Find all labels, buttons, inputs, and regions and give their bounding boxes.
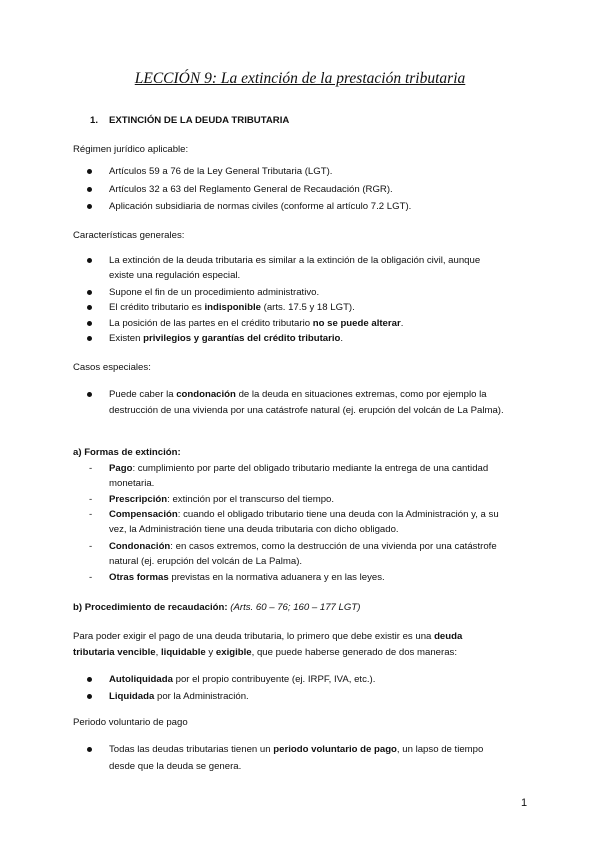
formas-item-compensacion: - Compensación: cuando el obligado tributario tiene una deuda con la Administración y, a su [109,508,499,522]
caracteristicas-item-1-cont: existe una regulación especial. [109,270,241,281]
formas-item-prescripcion: - Prescripción: extinción por el transcurso del tiempo. [109,493,334,507]
caracteristicas-item-2: Supone el fin de un procedimiento administrativo. [109,287,320,298]
casos-item-1-cont: destrucción de una vivienda por una catástrofe natural (ej. erupción del volcán de La Palma). [109,405,504,416]
casos-label: Casos especiales: [73,362,151,373]
formas-heading: a) Formas de extinción: [73,447,181,458]
caracteristicas-item-1: La extinción de la deuda tributaria es similar a la extinción de la obligación civil, aunque [109,255,481,266]
section-heading: EXTINCIÓN DE LA DEUDA TRIBUTARIA [109,115,290,126]
procedimiento-item-auto: Autoliquidada por el propio contribuyente (ej. IRPF, IVA, etc.). [109,674,376,685]
procedimiento-item-liquidada: Liquidada por la Administración. [109,691,249,702]
formas-item-otras: - Otras formas previstas en la normativa aduanera y en las leyes. [109,571,385,585]
procedimiento-para-line-1: Para poder exigir el pago de una deuda tributaria, lo primero que debe existir es una deuda [73,631,463,642]
periodo-item-1: Todas las deudas tributarias tienen un periodo voluntario de pago, un lapso de tiempo [109,744,484,755]
regimen-item-1: Artículos 59 a 76 de la Ley General Tributaria (LGT). [109,166,333,177]
procedimiento-heading: b) Procedimiento de recaudación: (Arts. 60 – 76; 160 – 177 LGT) [73,602,361,613]
periodo-item-1-cont: desde que la deuda se genera. [109,761,242,772]
caracteristicas-item-3: El crédito tributario es indisponible (arts. 17.5 y 18 LGT). [109,302,355,313]
section-number: 1. [90,115,99,126]
regimen-item-3: Aplicación subsidiaria de normas civiles (conforme al artículo 7.2 LGT). [109,201,412,212]
caracteristicas-label: Características generales: [73,230,185,241]
formas-item-condonacion-cont: natural (ej. erupción del volcán de La Palma). [109,556,303,567]
regimen-item-2: Artículos 32 a 63 del Reglamento General de Recaudación (RGR). [109,184,393,195]
regimen-label: Régimen jurídico aplicable: [73,144,189,155]
formas-item-compensacion-cont: vez, la Administración tiene una deuda tributaria con dicho obligado. [109,524,399,535]
caracteristicas-item-4: La posición de las partes en el crédito tributario no se puede alterar. [109,318,404,329]
caracteristicas-item-5: Existen privilegios y garantías del crédito tributario. [109,333,344,344]
procedimiento-para-line-2: tributaria vencible, liquidable y exigible, que puede haberse generado de dos maneras: [73,647,457,658]
page-title: LECCIÓN 9: La extinción de la prestación tributaria [134,70,466,87]
formas-item-pago: - Pago: cumplimiento por parte del obligado tributario mediante la entrega de una cantidad [109,462,488,476]
formas-item-condonacion: - Condonación: en casos extremos, como la destrucción de una vivienda por una catástrofe [109,540,497,554]
page-number: 1 [521,797,528,809]
periodo-label: Periodo voluntario de pago [73,717,188,728]
formas-item-pago-cont: monetaria. [109,478,155,489]
casos-item-1: Puede caber la condonación de la deuda en situaciones extremas, como por ejemplo la [109,389,487,400]
